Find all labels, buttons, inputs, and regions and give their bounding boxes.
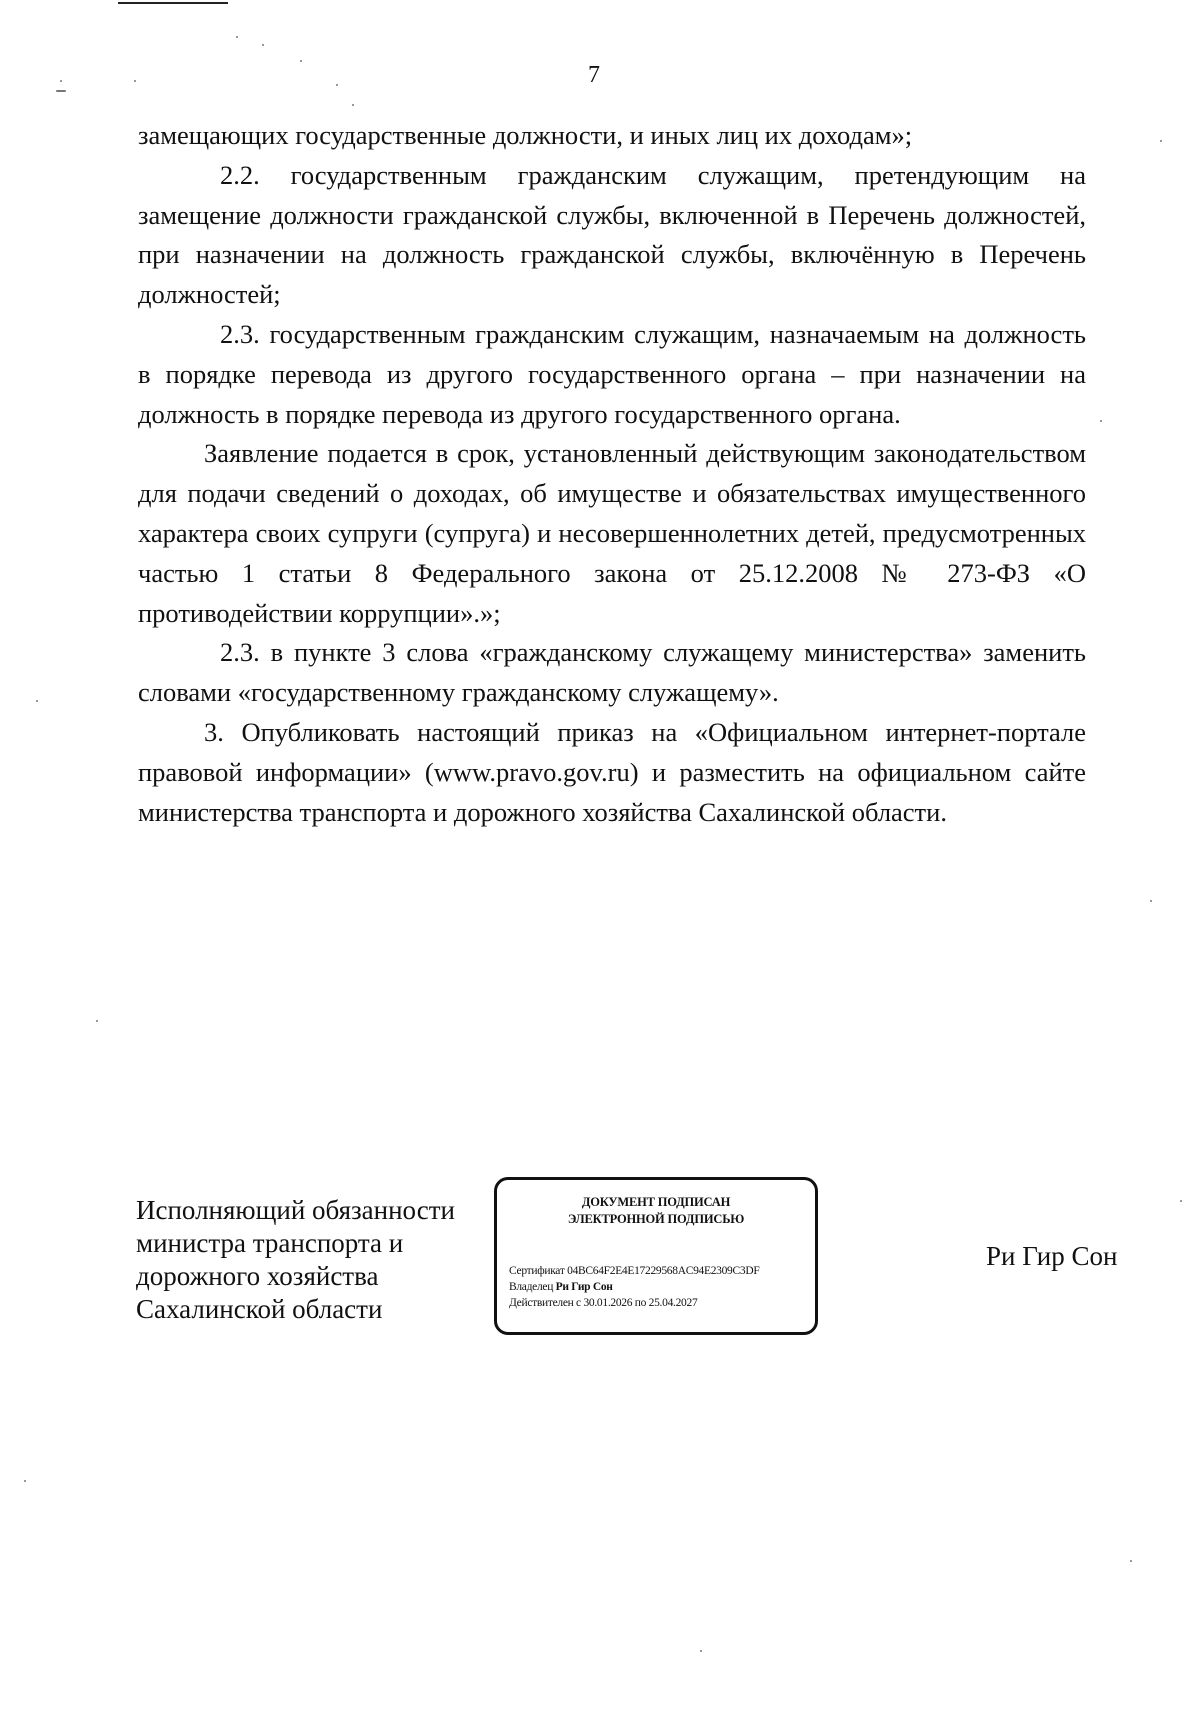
- stamp-title: [497, 1194, 815, 1228]
- paragraph-continuation: замещающих государственные должности, и иных лиц их доходам»;: [138, 120, 913, 150]
- signer-position-line: министра транспорта и: [136, 1228, 404, 1258]
- signer-position: [136, 1194, 496, 1326]
- stamp-validity: Действителен с 30.01.2026 по 25.04.2027: [509, 1297, 698, 1309]
- signer-name: Ри Гир Сон: [986, 1241, 1118, 1271]
- electronic-signature-stamp: [494, 1177, 818, 1335]
- signer-position-line: дорожного хозяйства: [136, 1261, 379, 1291]
- signer-position-line: Исполняющий обязанности: [136, 1195, 455, 1225]
- page-number: 7: [588, 62, 600, 88]
- paragraph-3-publish: 3. Опубликовать настоящий приказ на «Официальном интернет-портале правовой информации» (www.pravo.gov.ru) и разместить на официальном сайте министерства транспорта и дорожного хозяйства Сахалинской области.: [138, 716, 1086, 827]
- stamp-owner: [509, 1279, 759, 1295]
- stamp-owner-value: Ри Гир Сон: [555, 1281, 613, 1293]
- paragraph-2-3: 2.3. государственным гражданским служащим, назначаемым на должность в порядке перевода из другого государственного органа – при назначении на должность в порядке перевода из другого государственного органа.: [138, 318, 1086, 429]
- document-body: [138, 116, 1086, 832]
- stamp-certificate: [509, 1263, 759, 1279]
- stamp-details: [509, 1263, 759, 1311]
- stamp-certificate-label: Сертификат: [509, 1265, 565, 1277]
- paragraph-2-3-amendment: 2.3. в пункте 3 слова «гражданскому служащему министерства» заменить словами «государственному гражданскому служащему».: [138, 637, 1086, 708]
- stamp-owner-label: Владелец: [509, 1281, 554, 1293]
- paragraph-2-2: 2.2. государственным гражданским служащим, претендующим на замещение должности гражданской службы, включенной в Перечень должностей, при назначении на должность гражданской службы, включённую в Перечень должностей;: [138, 159, 1086, 310]
- signer-position-line: Сахалинской области: [136, 1294, 383, 1324]
- stamp-title-line: ЭЛЕКТРОННОЙ ПОДПИСЬЮ: [567, 1212, 745, 1226]
- paragraph-statement: Заявление подается в срок, установленный действующим законодательством для подачи сведений о доходах, об имуществе и обязательствах имущественного характера своих супруги (супруга) и несовершеннолетних детей, предусмотренных частью 1 статьи 8 Федерального закона от 25.12.2008 № 273-ФЗ «О противодействии коррупции».»;: [138, 438, 1086, 628]
- stamp-certificate-value: 04BC64F2E4E17229568AC94E2309C3DF: [567, 1265, 760, 1277]
- stamp-title-line: ДОКУМЕНТ ПОДПИСАН: [581, 1195, 731, 1209]
- top-rule: [118, 2, 228, 4]
